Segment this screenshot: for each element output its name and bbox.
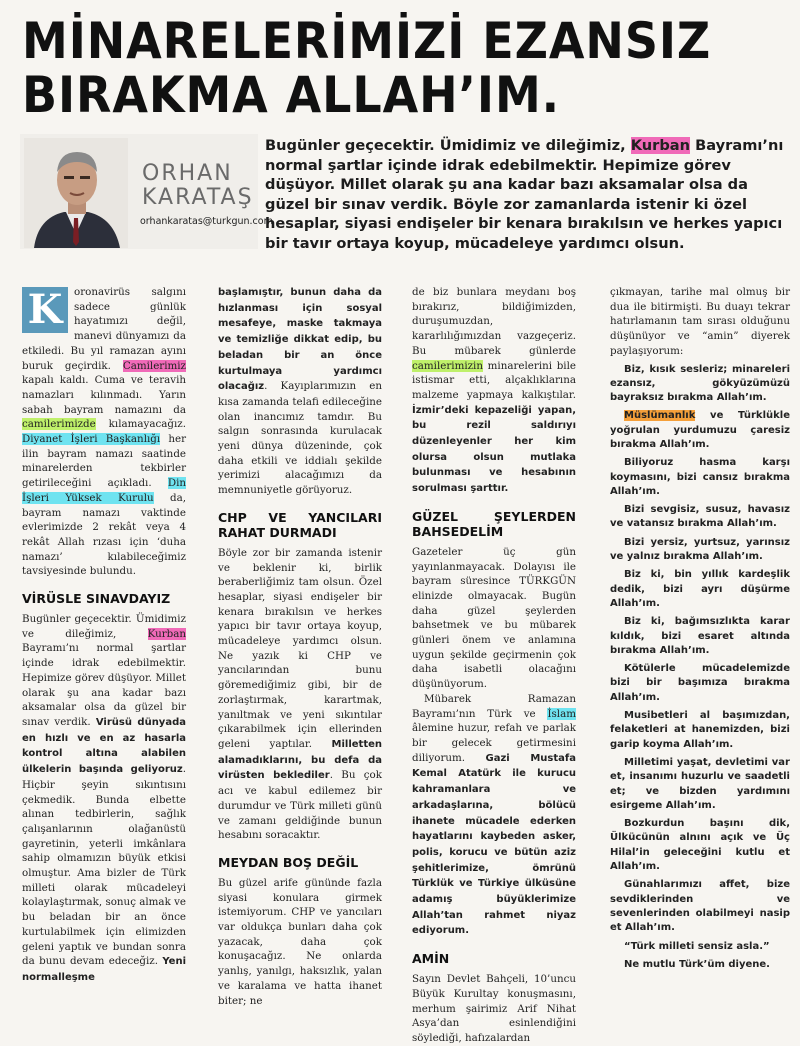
paragraph: Gazeteler üç gün yayınlanmayacak. Dolayısı ile bayram süresince TÜRKGÜN elinizde olmayacak. Bugün daha güzel şeylerden bahsetmek ve bu mübarek günleri önem ve anlamına uygun şekilde geçirmenin çok daha isabetli olacağını düşünüyorum.	[412, 545, 576, 691]
paragraph	[22, 612, 186, 986]
text: âlemine huzur, refah ve parlak bir gelecek getirmesini diliyorum.	[412, 722, 576, 764]
lead-paragraph	[265, 136, 795, 253]
paragraph	[218, 546, 382, 843]
paragraph	[412, 692, 576, 939]
highlight: Diyanet İşleri Başkanlığı	[22, 433, 161, 446]
prayer-line: Bizi sevgisiz, susuz, havasız ve vatansız bırakma Allah’ım.	[610, 504, 790, 530]
paragraph	[22, 285, 186, 579]
column-2	[218, 285, 382, 1008]
highlight: Din İşleri Yüksek Kurulu	[22, 477, 186, 504]
text: Böyle zor bir zamanda istenir ve beklenir ki, birlik beraberliğimiz tam olsun. Özel hesaplar, siyasi endişeler bir kenara bırakılsın ve herkes yapıcı bir tavır ortaya koyup, mücadeleye yardımcı olsun. Ne yazık ki CHP ve yancılarından bunu göremediğimiz gibi, bir de zorlaştırmak, karartmak, yanıltmak ve yeni sıkıntılar çıkarabilmek için ellerinden geleni yaptılar.	[218, 546, 382, 750]
text: . Bu çok acı ve kabul edilemez bir durumdur ve Türk milleti günü ve zamanı geldiğinde bunun hesabını soracaktır.	[218, 769, 382, 842]
prayer-line: Biliyoruz hasma karşı koymasını, bizi cansız bırakma Allah’ım.	[610, 457, 790, 497]
bold-text: Virüsü dünyada en hızlı ve en az hasarla kontrol altına alabilen ülkelerin başında geliyoruz	[22, 716, 186, 776]
author-box	[20, 134, 273, 249]
column-4	[610, 285, 790, 976]
text: kılamayacağız.	[95, 418, 186, 431]
paragraph	[412, 285, 576, 497]
highlight: İslam	[547, 707, 576, 720]
bold-text: İzmir’deki kepazeliği yapan, bu rezil saldırıyı düzenleyenler her kim olursa olsun mutlaka bulunması ve hesabının sorulması şarttır.	[412, 404, 576, 495]
text: . Kayıplarımızın en kısa zamanda telafi edileceğine olan inancımız tamdır. Bu salgın sonrasında kurulacak yeni dünya düzeninde, çok daha etkili ve iddialı şekilde yerimizi alacağımızı da memnuniyetle görüyoruz.	[218, 380, 382, 497]
prayer-line: Milletimi yaşat, devletimi var et, insanımı huzurlu ve saadetli et; ve bizden yardımını esirgeme Allah’ım.	[610, 756, 790, 811]
section-heading: MEYDAN BOŞ DEĞİL	[218, 854, 359, 870]
text: . Hiçbir şeyin sıkıntısını çekmedik. Bunda elbette alınan tedbirlerin, sağlık çalışanlarının olağanüstü gayretinin, yeterli imkânlara sahip olmamızın büyük etkisi olmuştur. Ama bizler de Türk milleti olarak mücadeleyi kolaylaştırmak, sonuç almak ve bu beladan bir an önce kurtulabilmek için elimizden geleni yaptık ve bundan sonra da bunu devam edeceğiz.	[22, 763, 186, 968]
article-headline	[22, 14, 730, 122]
prayer-line: Musibetleri al başımızdan, felaketleri at hanemizden, bizi garip koyma Allah’ım.	[610, 710, 790, 750]
paragraph	[218, 285, 382, 498]
prayer-line: Biz ki, bin yıllık kardeşlik dedik, bizi ayrı düşürme Allah’ım.	[610, 569, 790, 609]
section-heading: AMİN	[412, 951, 450, 967]
text: ve Türklükle yoğrulan yurdumuzu çaresiz bırakma Allah’ım.	[610, 410, 790, 450]
author-name	[142, 162, 254, 210]
author-email[interactable]: orhankaratas@turkgun.com	[140, 216, 273, 227]
lead-highlight: Kurban	[630, 137, 691, 154]
prayer-line: Bizi yersiz, yurtsuz, yarınsız ve yalnız bırakma Allah’ım.	[610, 536, 790, 563]
bold-text: Milletten alamadıklarını, bu defa da virüsten beklediler	[218, 738, 382, 782]
highlight: Kurban	[147, 627, 186, 640]
prayer-line: Günahlarımızı affet, bize sevdiklerinden ve sevenlerinden olabilmeyi nasip et Allah’ım.	[610, 879, 790, 934]
bold-text: Gazi Mustafa Kemal Atatürk ile kurucu kahramanlara ve arkadaşlarına, bölücü ihanete mücadele ederken hayatlarını kaybeden asker, polis, korucu ve bütün aziz şehitlerimize, ömrünü Türklük ve Türkiye ülküsüne adamış büyüklerimize Allah’tan rahmet niyaz ediyorum.	[412, 752, 576, 937]
text: Mübarek Ramazan Bayramı’nın Türk ve	[412, 692, 576, 720]
paragraph: Bu güzel arife gününde fazla siyasi konulara girmek istemiyorum. CHP ve yancıları var oldukça bunları daha çok yazacak, daha çok konuşacağız. Ne onlarda yanlış, yanılgı, haksızlık, yalan ve karalama ve hatta ihanet biter; ne	[218, 876, 382, 1007]
lead-text: Bugünler geçecektir. Ümidimiz ve dileğimiz,	[265, 137, 631, 154]
highlight: Müslümanlık	[624, 410, 696, 422]
column-1	[22, 285, 186, 986]
column-3	[412, 285, 576, 1046]
bold-text: başlamıştır, bunun daha da hızlanması için sosyal mesafeye, maske takmaya ve temizliğe dikkat edip, bu beladan bir an önce kurtulmaya yardımcı olacağız	[218, 287, 382, 393]
text: da, bayram namazı vaktinde evlerimizde 2 rekât veya 4 rekât Allah rızası için ‘duha namazı’ kılabileceğimiz tavsiyesinde bulundu.	[22, 491, 187, 578]
text: oronavirüs salgını sadece günlük hayatımızı değil, manevi dünyamızı da etkiledi. Bu yıl ramazan ayını buruk geçirdik.	[22, 286, 186, 372]
prayer-line: “Türk milleti sensiz asla.”	[624, 940, 770, 952]
drop-cap: K	[22, 287, 68, 333]
prayer-line: Bozkurdun başını dik, Ülkücünün alnını açık ve Üç Hilal’in geleceğini kutlu et Allah’ım.	[610, 818, 790, 873]
paragraph: Sayın Devlet Bahçeli, 10’uncu Büyük Kurultay konuşmasını, merhum şairimiz Arif Nihat Asya’dan esinlendiğini söylediği, hafızalardan	[412, 973, 576, 1044]
prayer-line	[610, 409, 790, 452]
paragraph: çıkmayan, tarihe mal olmuş bir dua ile bitirmişti. Bu duayı tekrar hatırlamanın tam sırası olduğunu düşünüyor ve “amin” diyerek paylaşıyorum:	[610, 286, 790, 357]
highlight: Camilerimiz	[122, 359, 186, 372]
text: Bugünler geçecektir. Ümidimiz ve dileğimiz,	[22, 613, 186, 640]
prayer-line: Biz, kısık sesleriz; minareleri ezansız, gökyüzümüzü bayraksız bırakma Allah’ım.	[610, 363, 790, 404]
prayer-line: Ne mutlu Türk’üm diyene.	[624, 958, 770, 970]
headline-line-1: MİNARELERİMİZİ EZANSIZ	[22, 12, 712, 70]
author-first-name: ORHAN	[142, 161, 233, 186]
text: de biz bunlara meydanı boş bırakırız, bildiğimizden, duruşumuzdan, kararlılığımızdan vazgeçeriz. Bu mübarek günlerde	[412, 286, 576, 357]
highlight: camilerimizde	[22, 418, 96, 431]
prayer-line: Kötülerle mücadelemizde bizi bir başımıza bırakma Allah’ım.	[610, 663, 790, 703]
text: kapalı kaldı. Cuma ve teravih namazları kılınmadı. Yarın sabah bayram namazını da	[22, 374, 186, 416]
section-heading: GÜZEL ŞEYLERDEN BAHSEDELİM	[412, 508, 576, 539]
text: her ilin bayram namazı saatinde minarelerden tekbirler getirileceğini açıkladı.	[22, 433, 187, 490]
bold-text: Yeni normalleşme	[22, 956, 186, 983]
text: Bayramı’nı normal şartlar içinde idrak edebilmektir. Hepimize görev düşüyor. Millet olarak şu ana kadar bazı aksamalar olsa da güzel bir sınav verdik.	[22, 642, 186, 728]
headline-line-2: BIRAKMA ALLAH’IM.	[22, 66, 561, 124]
lead-text: Bayramı’nı normal şartlar içinde idrak edebilmektir. Hepimize görev düşüyor. Millet olarak şu ana kadar bazı aksamalar olsa da güzel bir sınav verdik. Böyle zor zamanlarda istenir ki özel hesaplar, siyasi endişeler bir kenara bırakılsın ve herkes yapıcı bir tavır ortaya koyup, mücadeleye yardımcı olsun.	[265, 137, 784, 252]
section-heading: CHP VE YANCILARI RAHAT DURMADI	[218, 509, 382, 540]
prayer-line: Biz ki, bağımsızlıkta karar kıldık, bizi esaret altında bırakma Allah’ım.	[610, 616, 790, 656]
author-portrait	[24, 138, 128, 248]
author-last-name: KARATAŞ	[142, 185, 254, 210]
highlight: camilerimizin	[412, 359, 483, 372]
section-heading: VİRÜSLE SINAVDAYIZ	[22, 591, 171, 607]
text: minarelerini bile istismar etti, alçaklıklarına malzeme yapmaya kalkıştılar.	[412, 359, 576, 401]
